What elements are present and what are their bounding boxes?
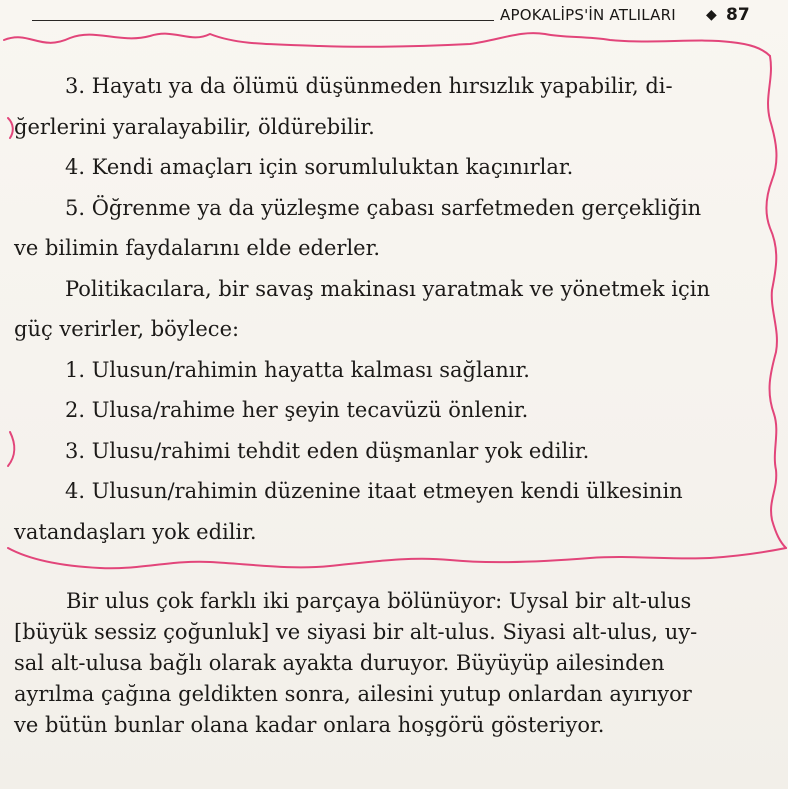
body-line-1: Bir ulus çok farklı iki parçaya bölünüyor: Uysal bir alt-ulus bbox=[66, 589, 692, 613]
page-header bbox=[24, 2, 764, 28]
list-item-5-learning: 5. Öğrenme ya da yüzleşme çabası sarfetmeden gerçekliğin bbox=[65, 195, 702, 220]
body-line-4: ayrılma çağına geldikten sonra, ailesini yutup onlardan ayırıyor bbox=[14, 682, 692, 706]
politicians-paragraph-continuation: güç verirler, böylece: bbox=[14, 317, 240, 341]
nation-list-item-4-continuation: vatandaşları yok edilir. bbox=[14, 519, 257, 544]
body-line-3: sal alt-ulusa bağlı olarak ayakta duruyor. Büyüyüp ailesinden bbox=[14, 651, 665, 675]
nation-list-item-3: 3. Ulusu/rahimi tehdit eden düşmanlar yok edilir. bbox=[65, 438, 590, 463]
nation-list-item-1: 1. Ulusun/rahimin hayatta kalması sağlanır. bbox=[65, 357, 530, 382]
list-item-5-continuation: ve bilimin faydalarını elde ederler. bbox=[14, 236, 380, 260]
diamond-icon: ◆ bbox=[706, 7, 717, 23]
body-line-5: ve bütün bunlar olana kadar onlara hoşgörü gösteriyor. bbox=[14, 713, 605, 737]
nation-list-item-2: 2. Ulusa/rahime her şeyin tecavüzü önlenir. bbox=[65, 398, 529, 422]
list-item-4-responsibility: 4. Kendi amaçları için sorumluluktan kaçınırlar. bbox=[65, 155, 574, 179]
list-item-3-theft: 3. Hayatı ya da ölümü düşünmeden hırsızlık yapabilir, di- bbox=[65, 74, 673, 98]
body-paragraph bbox=[14, 586, 748, 741]
body-line-2: [büyük sessiz çoğunluk] ve siyasi bir alt-ulus. Siyasi alt-ulus, uy- bbox=[14, 620, 698, 644]
highlighted-list-section bbox=[14, 66, 762, 552]
page-number: 87 bbox=[726, 5, 750, 25]
header-rule bbox=[32, 20, 494, 21]
nation-list-item-4: 4. Ulusun/rahimin düzenine itaat etmeyen kendi ülkesinin bbox=[65, 479, 683, 503]
running-head: APOKALİPS'İN ATLILARI bbox=[500, 6, 676, 24]
politicians-paragraph: Politikacılara, bir savaş makinası yaratmak ve yönetmek için bbox=[65, 276, 711, 301]
list-item-3-continuation: ğerlerini yaralayabilir, öldürebilir. bbox=[14, 114, 375, 139]
